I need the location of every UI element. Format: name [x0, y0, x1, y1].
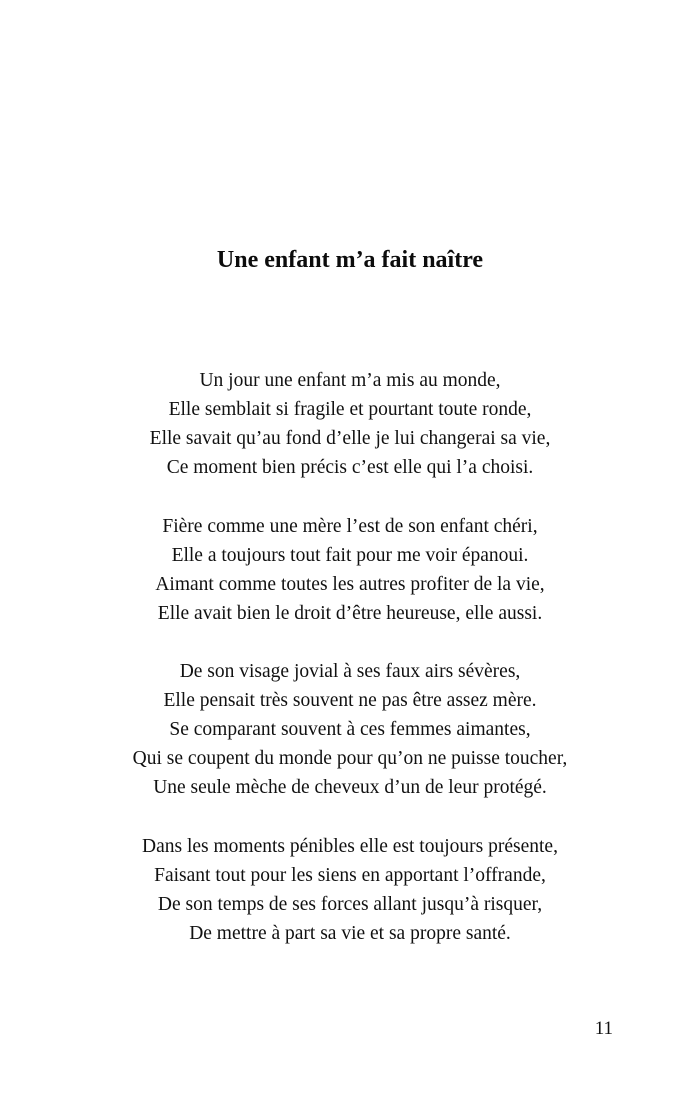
stanza-1: [0, 366, 700, 482]
poem-line: Ce moment bien précis c’est elle qui l’a choisi.: [166, 457, 534, 478]
poem-line: Aimant comme toutes les autres profiter de la vie,: [155, 573, 545, 595]
stanza-4: [0, 832, 700, 948]
poem-line: De son visage jovial à ses faux airs sévères,: [179, 661, 521, 682]
poem-line: Dans les moments pénibles elle est toujours présente,: [142, 835, 558, 857]
poem-line: Un jour une enfant m’a mis au monde,: [199, 370, 501, 391]
poem-line: Fière comme une mère l’est de son enfant chéri,: [162, 515, 538, 537]
page-number: 11: [594, 1018, 613, 1039]
stanza-2: [0, 512, 700, 628]
poem-line: Elle pensait très souvent ne pas être assez mère.: [163, 690, 537, 711]
poem-line: Elle avait bien le droit d’être heureuse, elle aussi.: [157, 602, 543, 624]
poem-line: Faisant tout pour les siens en apportant l’offrande,: [154, 864, 546, 886]
poem-line: De son temps de ses forces allant jusqu’à risquer,: [157, 893, 543, 915]
poem-line: Se comparant souvent à ces femmes aimantes,: [169, 719, 531, 740]
poem-line: Une seule mèche de cheveux d’un de leur protégé.: [153, 777, 547, 798]
poem-line: Qui se coupent du monde pour qu’on ne puisse toucher,: [132, 748, 568, 769]
poem-line: Elle semblait si fragile et pourtant toute ronde,: [168, 399, 532, 420]
poem-line: De mettre à part sa vie et sa propre santé.: [189, 922, 511, 944]
poem-title: Une enfant m’a fait naître: [216, 247, 484, 273]
stanza-3: [0, 657, 700, 802]
poem-line: Elle savait qu’au fond d’elle je lui changerai sa vie,: [149, 428, 551, 449]
poem-body: [0, 366, 700, 977]
poem-line: Elle a toujours tout fait pour me voir épanoui.: [171, 544, 529, 566]
